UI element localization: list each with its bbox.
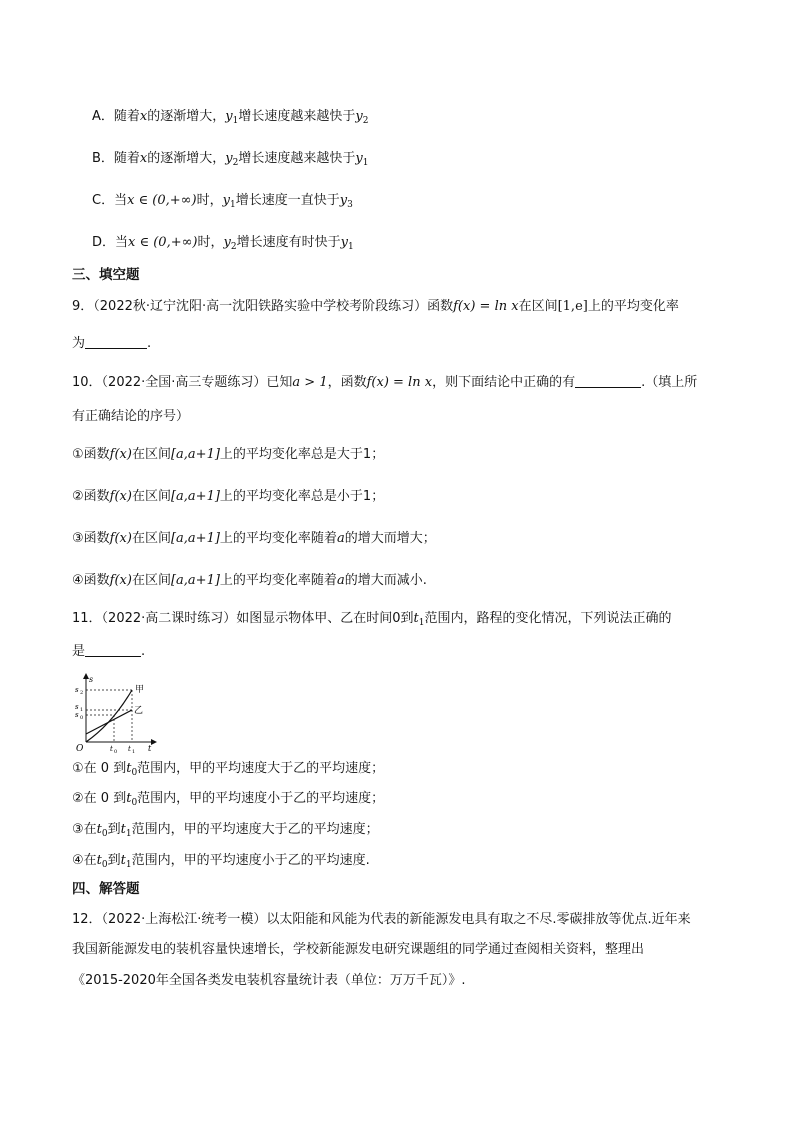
t0-sub: 0 — [114, 749, 118, 755]
s1-sub: 1 — [80, 707, 84, 713]
section-heading-answer: 四、解答题 — [72, 881, 140, 897]
s2-sub: 2 — [80, 690, 84, 696]
option-b: B．随着x的逐渐增大，$y_2$增长速度越来越快于$y_1$ — [92, 151, 369, 168]
t1-label: t — [128, 745, 131, 753]
jia-label: 甲 — [135, 685, 145, 695]
answer-blank[interactable] — [575, 373, 641, 388]
s0-label: s — [75, 711, 79, 719]
question-12-line-1: 12．（2022·上海松江·统考一模）以太阳能和风能为代表的新能源发电具有取之不尽.零碳排放等优点.近年来 — [72, 912, 691, 927]
question-10-line-2: 有正确结论的序号） — [72, 409, 190, 424]
question-11-line-2: 是 . — [72, 644, 146, 659]
distance-time-graph — [72, 672, 162, 756]
option-c: C．当x ∈ (0,+∞)时，$y_1$增长速度一直快于$y_3$ — [92, 193, 353, 210]
s1-label: s — [75, 703, 79, 711]
question-10-item-2: ②函数f(x)在区间[a,a+1]上的平均变化率总是小于1； — [72, 489, 385, 504]
t0-label: t — [110, 745, 113, 753]
section-heading-fill-blank: 三、填空题 — [72, 267, 140, 283]
s2-label: s — [75, 686, 79, 694]
origin-label: O — [76, 744, 84, 754]
question-10-item-1: ①函数f(x)在区间[a,a+1]上的平均变化率总是大于1； — [72, 447, 385, 462]
answer-blank[interactable] — [85, 642, 141, 657]
question-10-item-4: ④函数f(x)在区间[a,a+1]上的平均变化率随着a的增大而减小. — [72, 573, 427, 588]
option-d: D．当x ∈ (0,+∞)时，$y_2$增长速度有时快于$y_1$ — [92, 235, 354, 252]
question-11-item-2: ②在 0 到$t_0$范围内，甲的平均速度小于乙的平均速度； — [72, 791, 385, 808]
s-axis-label: s — [89, 675, 94, 684]
t1-sub: 1 — [132, 749, 136, 755]
answer-blank[interactable] — [85, 334, 147, 349]
question-9-line-2: 为 . — [72, 336, 152, 351]
s0-sub: 0 — [80, 715, 84, 721]
question-11-item-4: ④在$t_0$到$t_1$范围内，甲的平均速度小于乙的平均速度. — [72, 853, 370, 870]
question-12-line-3: 《2015-2020年全国各类发电装机容量统计表（单位：万万千瓦）》. — [72, 973, 466, 988]
question-11-line-1: 11．（2022·高二课时练习）如图显示物体甲、乙在时间0到$t_1$范围内，路程的变化情况，下列说法正确的 — [72, 611, 672, 628]
question-11-item-3: ③在$t_0$到$t_1$范围内，甲的平均速度大于乙的平均速度； — [72, 822, 379, 839]
yi-label: 乙 — [134, 706, 144, 716]
question-10-item-3: ③函数f(x)在区间[a,a+1]上的平均变化率随着a的增大而增大； — [72, 531, 436, 546]
question-12-line-2: 我国新能源发电的装机容量快速增长，学校新能源发电研究课题组的同学通过查阅相关资料，整理出 — [72, 942, 645, 957]
curve-yi — [86, 710, 132, 734]
question-11-item-1: ①在 0 到$t_0$范围内，甲的平均速度大于乙的平均速度； — [72, 761, 385, 778]
t-axis-label: t — [148, 744, 152, 753]
question-9-line-1: 9．（2022秋·辽宁沈阳·高一沈阳铁路实验中学校考阶段练习）函数f(x) = ln x在区间[1,e]上的平均变化率 — [72, 299, 679, 314]
question-10-line-1: 10．（2022·全国·高三专题练习）已知a > 1，函数f(x) = ln x，则下面结论中正确的有 .（填上所 — [72, 375, 698, 390]
option-a: A．随着x的逐渐增大，$y_1$增长速度越来越快于$y_2$ — [92, 109, 369, 126]
curve-jia — [86, 690, 132, 742]
